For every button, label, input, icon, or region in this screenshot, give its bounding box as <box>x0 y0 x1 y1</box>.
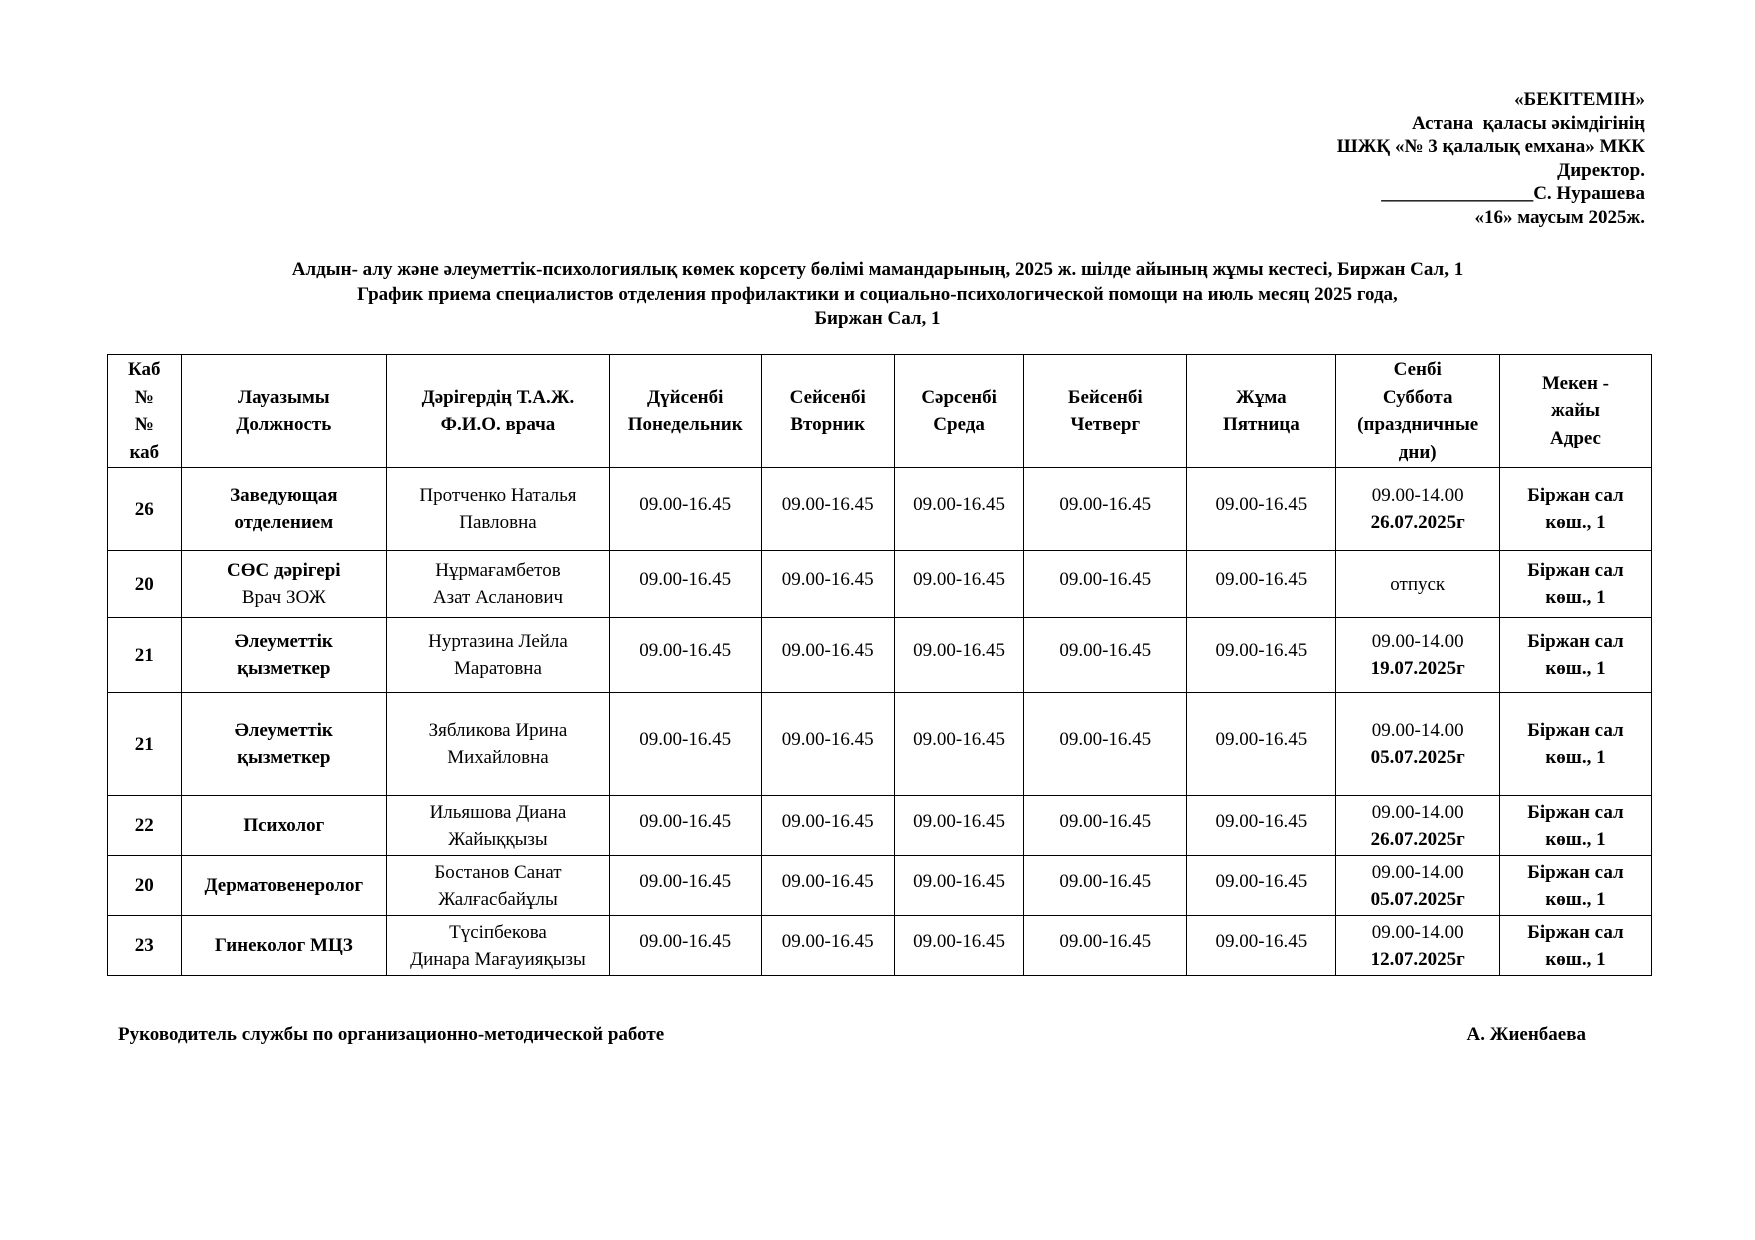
position-cell <box>181 916 386 976</box>
address-cell <box>1499 856 1651 916</box>
table-row <box>108 693 1652 796</box>
header-thursday-line: Бейсенбі <box>1067 386 1143 408</box>
hours-tue: 09.00-16.45 <box>761 468 894 551</box>
position-line: Дерматовенеролог <box>204 875 364 896</box>
approval-date: «16» маусым 2025ж. <box>1474 206 1645 228</box>
table-row <box>108 551 1652 618</box>
approval-line: Директор. <box>1557 159 1645 181</box>
schedule-table <box>107 354 1652 976</box>
hours-wed: 09.00-16.45 <box>894 796 1023 856</box>
header-thursday <box>1024 355 1187 468</box>
header-wednesday <box>894 355 1023 468</box>
header-saturday-line: (праздничные <box>1357 414 1479 435</box>
header-position <box>181 355 386 468</box>
header-saturday <box>1336 355 1500 468</box>
header-address-line: Мекен - <box>1541 372 1610 394</box>
address-line: көш., 1 <box>1545 747 1606 768</box>
saturday-cell <box>1336 693 1500 796</box>
hours-mon: 09.00-16.45 <box>609 618 761 693</box>
position-line: Психолог <box>243 815 325 836</box>
saturday-hours: 09.00-14.00 <box>1371 720 1464 741</box>
hours-thu: 09.00-16.45 <box>1024 693 1187 796</box>
saturday-hours: 09.00-14.00 <box>1371 921 1464 943</box>
hours-tue: 09.00-16.45 <box>761 618 894 693</box>
doctor-name-cell <box>387 916 610 976</box>
hours-thu: 09.00-16.45 <box>1024 618 1187 693</box>
hours-tue: 09.00-16.45 <box>761 916 894 976</box>
header-address <box>1499 355 1651 468</box>
address-line: Біржан сал <box>1527 861 1624 883</box>
saturday-cell <box>1336 916 1500 976</box>
table-row <box>108 796 1652 856</box>
hours-wed: 09.00-16.45 <box>894 693 1023 796</box>
saturday-cell <box>1336 856 1500 916</box>
hours-tue: 09.00-16.45 <box>761 551 894 618</box>
document-titles <box>0 258 1755 332</box>
table-row <box>108 618 1652 693</box>
doctor-name-line: Павловна <box>459 512 537 533</box>
header-saturday-line: дни) <box>1398 441 1437 463</box>
header-position-line: Лауазымы <box>237 386 330 408</box>
doctor-name-line: Нуртазина Лейла <box>428 631 568 652</box>
hours-fri: 09.00-16.45 <box>1187 468 1336 551</box>
hours-tue: 09.00-16.45 <box>761 856 894 916</box>
header-monday-line: Понедельник <box>627 414 743 435</box>
title-kz: Алдын- алу және әлеуметтік-психологиялық көмек корсету бөлімі мамандарының, 2025 ж. шілде айының жұмы кестесі, Биржан Сал, 1 <box>291 259 1464 280</box>
header-wednesday-line: Среда <box>933 414 985 435</box>
hours-mon: 09.00-16.45 <box>609 916 761 976</box>
hours-tue: 09.00-16.45 <box>761 693 894 796</box>
address-line: көш., 1 <box>1545 888 1606 910</box>
doctor-name-line: Бостанов Санат <box>434 861 562 883</box>
footer-signatory: А. Жиенбаева <box>1466 1024 1586 1045</box>
saturday-date: 05.07.2025г <box>1370 888 1465 910</box>
address-cell <box>1499 693 1651 796</box>
hours-mon: 09.00-16.45 <box>609 796 761 856</box>
hours-mon: 09.00-16.45 <box>609 693 761 796</box>
header-thursday-line: Четверг <box>1070 414 1141 435</box>
cabinet-number: 26 <box>108 468 182 551</box>
header-cabinet-line: № <box>134 386 154 408</box>
header-friday-line: Жұма <box>1236 386 1287 408</box>
saturday-date: 05.07.2025г <box>1370 747 1465 768</box>
hours-thu: 09.00-16.45 <box>1024 468 1187 551</box>
address-line: Біржан сал <box>1527 720 1624 741</box>
address-cell <box>1499 916 1651 976</box>
saturday-date: 19.07.2025г <box>1370 658 1465 679</box>
hours-wed: 09.00-16.45 <box>894 916 1023 976</box>
position-cell <box>181 551 386 618</box>
approval-block <box>1337 88 1645 230</box>
doctor-name-cell <box>387 796 610 856</box>
doctor-name-line: Жалғасбайұлы <box>438 888 558 910</box>
position-cell <box>181 693 386 796</box>
header-saturday-line: Сенбі <box>1393 359 1442 380</box>
cabinet-number: 22 <box>108 796 182 856</box>
header-tuesday <box>761 355 894 468</box>
position-line: отделением <box>234 512 334 533</box>
position-line: Әлеуметтік <box>234 631 333 652</box>
hours-mon: 09.00-16.45 <box>609 468 761 551</box>
saturday-note: отпуск <box>1390 573 1446 595</box>
hours-mon: 09.00-16.45 <box>609 551 761 618</box>
header-cabinet-line: Каб <box>128 359 161 380</box>
address-line: көш., 1 <box>1545 658 1606 679</box>
header-cabinet <box>108 355 182 468</box>
address-cell <box>1499 618 1651 693</box>
position-line: Гинеколог МЦЗ <box>214 935 353 956</box>
address-line: көш., 1 <box>1545 948 1606 970</box>
header-monday <box>609 355 761 468</box>
position-line: Врач ЗОЖ <box>241 587 326 608</box>
header-friday <box>1187 355 1336 468</box>
doctor-name-line: Түсіпбекова <box>449 921 547 943</box>
header-monday-line: Дүйсенбі <box>647 386 724 408</box>
cabinet-number: 21 <box>108 618 182 693</box>
doctor-name-cell <box>387 856 610 916</box>
hours-wed: 09.00-16.45 <box>894 856 1023 916</box>
doctor-name-line: Жайыққызы <box>448 828 548 850</box>
table-row <box>108 468 1652 551</box>
position-cell <box>181 618 386 693</box>
title-ru-address: Биржан Сал, 1 <box>814 308 941 329</box>
position-cell <box>181 468 386 551</box>
table-row <box>108 916 1652 976</box>
hours-wed: 09.00-16.45 <box>894 618 1023 693</box>
saturday-hours: 09.00-14.00 <box>1371 485 1464 506</box>
saturday-date: 26.07.2025г <box>1370 828 1465 850</box>
doctor-name-line: Азат Асланович <box>432 587 564 608</box>
table-row <box>108 856 1652 916</box>
doctor-name-cell <box>387 618 610 693</box>
saturday-date: 26.07.2025г <box>1370 512 1465 533</box>
hours-thu: 09.00-16.45 <box>1024 796 1187 856</box>
saturday-cell <box>1336 551 1500 618</box>
saturday-hours: 09.00-14.00 <box>1371 631 1464 652</box>
header-cabinet-line: каб <box>129 441 160 463</box>
doctor-name-line: Нұрмағамбетов <box>435 560 561 581</box>
doctor-name-line: Зябликова Ирина <box>428 720 568 741</box>
cabinet-number: 23 <box>108 916 182 976</box>
cabinet-number: 20 <box>108 856 182 916</box>
doctor-name-line: Михайловна <box>447 747 549 768</box>
header-cabinet-line: № <box>134 414 154 435</box>
hours-wed: 09.00-16.45 <box>894 468 1023 551</box>
hours-fri: 09.00-16.45 <box>1187 693 1336 796</box>
saturday-hours: 09.00-14.00 <box>1371 861 1464 883</box>
address-cell <box>1499 468 1651 551</box>
doctor-name-cell <box>387 693 610 796</box>
approval-signature-line: ________________С. Нурашева <box>1381 183 1645 205</box>
saturday-hours: 09.00-14.00 <box>1371 801 1464 823</box>
hours-fri: 09.00-16.45 <box>1187 856 1336 916</box>
cabinet-number: 21 <box>108 693 182 796</box>
saturday-cell <box>1336 618 1500 693</box>
cabinet-number: 20 <box>108 551 182 618</box>
approval-line: Астана қаласы әкімдігінің <box>1411 112 1645 134</box>
address-cell <box>1499 796 1651 856</box>
approval-line: «БЕКІТЕМІН» <box>1514 89 1645 110</box>
hours-thu: 09.00-16.45 <box>1024 856 1187 916</box>
address-line: көш., 1 <box>1545 512 1606 533</box>
header-tuesday-line: Вторник <box>790 414 866 435</box>
header-doctor-name <box>387 355 610 468</box>
position-cell <box>181 796 386 856</box>
address-line: көш., 1 <box>1545 828 1606 850</box>
position-line: Заведующая <box>230 485 338 506</box>
saturday-cell <box>1336 468 1500 551</box>
hours-fri: 09.00-16.45 <box>1187 796 1336 856</box>
doctor-name-cell <box>387 551 610 618</box>
position-line: қызметкер <box>237 747 331 768</box>
header-friday-line: Пятница <box>1222 414 1300 435</box>
saturday-date: 12.07.2025г <box>1370 948 1465 970</box>
address-line: Біржан сал <box>1527 560 1624 581</box>
position-line: қызметкер <box>237 658 331 679</box>
position-cell <box>181 856 386 916</box>
footer-position: Руководитель службы по организационно-методической работе <box>118 1024 665 1045</box>
header-saturday-line: Суббота <box>1382 386 1453 408</box>
doctor-name-cell <box>387 468 610 551</box>
position-line: СӨС дәрігері <box>227 560 341 581</box>
address-cell <box>1499 551 1651 618</box>
saturday-cell <box>1336 796 1500 856</box>
hours-fri: 09.00-16.45 <box>1187 916 1336 976</box>
approval-line: ШЖҚ «№ 3 қалалық емхана» МКК <box>1336 136 1645 158</box>
address-line: Біржан сал <box>1527 801 1624 823</box>
address-line: көш., 1 <box>1545 587 1606 608</box>
header-address-line: Адрес <box>1549 427 1601 449</box>
doctor-name-line: Ильяшова Диана <box>429 801 567 823</box>
header-tuesday-line: Сейсенбі <box>789 386 866 408</box>
address-line: Біржан сал <box>1527 485 1624 506</box>
hours-mon: 09.00-16.45 <box>609 856 761 916</box>
hours-thu: 09.00-16.45 <box>1024 551 1187 618</box>
doctor-name-line: Маратовна <box>454 658 542 679</box>
doctor-name-line: Протченко Наталья <box>419 485 577 506</box>
hours-fri: 09.00-16.45 <box>1187 551 1336 618</box>
address-line: Біржан сал <box>1527 631 1624 652</box>
hours-wed: 09.00-16.45 <box>894 551 1023 618</box>
header-address-line: жайы <box>1550 400 1601 422</box>
header-wednesday-line: Сәрсенбі <box>921 386 997 408</box>
table-header-row <box>108 355 1652 468</box>
hours-tue: 09.00-16.45 <box>761 796 894 856</box>
header-doctor-name-line: Дәрігердің Т.А.Ж. <box>421 386 575 408</box>
position-line: Әлеуметтік <box>234 720 333 741</box>
doctor-name-line: Динара Мағауияқызы <box>410 948 586 970</box>
header-doctor-name-line: Ф.И.О. врача <box>440 414 556 435</box>
hours-fri: 09.00-16.45 <box>1187 618 1336 693</box>
title-ru: График приема специалистов отделения профилактики и социально-психологической помощи на июль месяц 2025 года, <box>357 283 1398 305</box>
header-position-line: Должность <box>236 414 332 435</box>
address-line: Біржан сал <box>1527 921 1624 943</box>
hours-thu: 09.00-16.45 <box>1024 916 1187 976</box>
